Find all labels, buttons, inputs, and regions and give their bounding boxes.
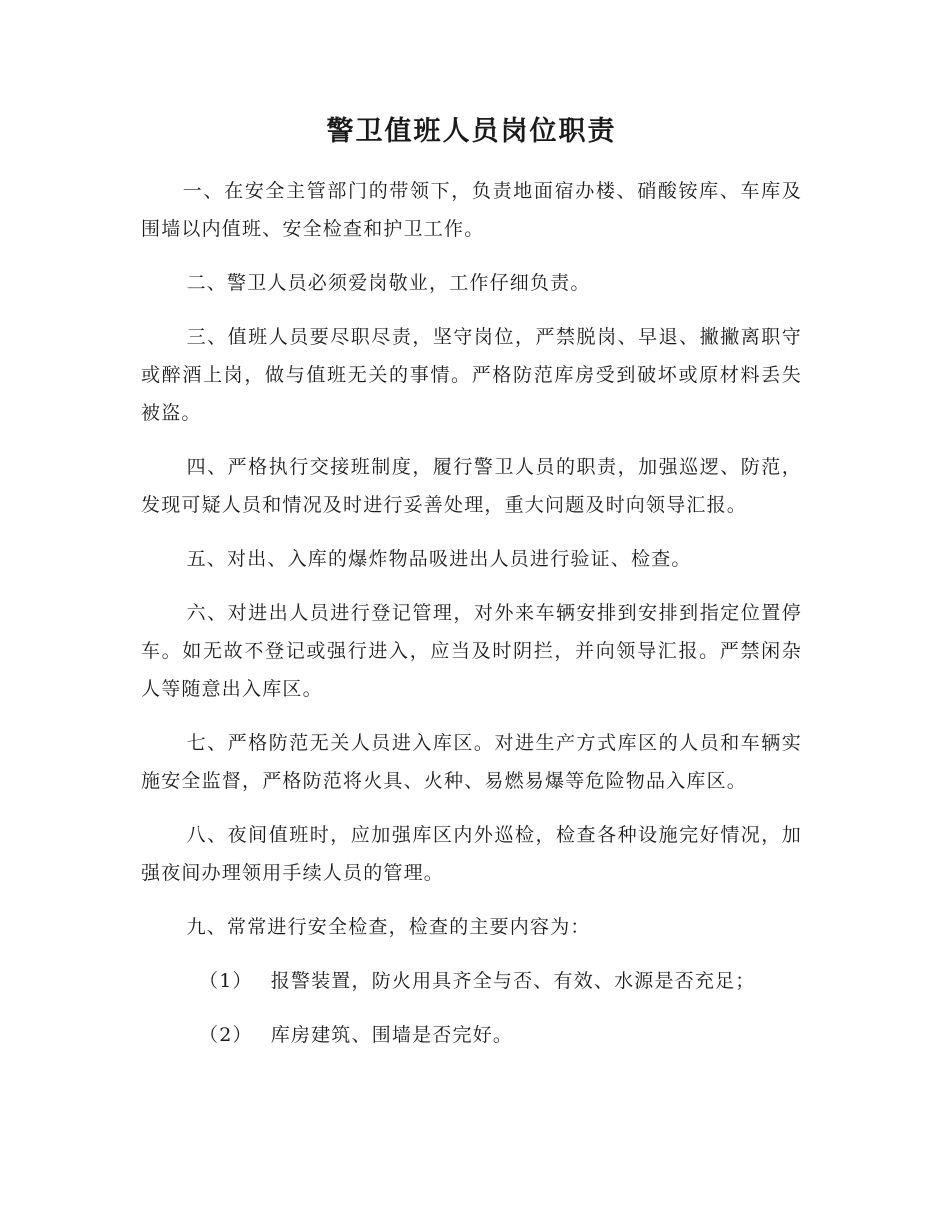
paragraph-6: 六、对进出人员进行登记管理，对外来车辆安排到安排到指定位置停车。如无故不登记或强行进入，应当及时阴拦，并向领导汇报。严禁闲杂人等随意出入库区。 xyxy=(141,602,802,700)
paragraph-8: 八、夜间值班时，应加强库区内外巡检，检查各种设施完好情况，加强夜间办理领用手续人员的管理。 xyxy=(141,824,802,884)
sub-item-number: （2） xyxy=(199,1024,253,1046)
paragraph-2: 二、警卫人员必须爱岗敬业，工作仔细负责。 xyxy=(186,272,591,294)
paragraph-4: 四、严格执行交接班制度，履行警卫人员的职责，加强巡逻、防范，发现可疑人员和情况及时进行妥善处理，重大问题及时向领导汇报。 xyxy=(141,456,802,516)
sub-item-1 xyxy=(141,962,802,1000)
sub-item-text: 库房建筑、围墙是否完好。 xyxy=(270,1024,514,1046)
sub-item-2 xyxy=(141,1016,802,1054)
paragraph-5: 五、对出、入库的爆炸物品吸进出人员进行验证、检查。 xyxy=(186,548,692,570)
paragraph-3: 三、值班人员要尽职尽责，坚守岗位，严禁脱岗、早退、撇撇离职守或醉酒上岗，做与值班无关的事情。严格防范库房受到破坏或原材料丢失被盗。 xyxy=(141,326,802,424)
paragraph-7: 七、严格防范无关人员进入库区。对进生产方式库区的人员和车辆实施安全监督，严格防范将火具、火种、易燃易爆等危险物品入库区。 xyxy=(141,732,802,792)
paragraph-1: 一、在安全主管部门的带领下，负责地面宿办楼、硝酸铵库、车库及围墙以内值班、安全检查和护卫工作。 xyxy=(141,180,802,240)
document-title: 警卫值班人员岗位职责 xyxy=(326,116,617,147)
sub-item-text: 报警装置，防火用具齐全与否、有效、水源是否充足； xyxy=(270,970,756,992)
paragraph-9: 九、常常进行安全检查，检查的主要内容为： xyxy=(186,916,591,938)
sub-item-number: （1） xyxy=(199,970,253,992)
